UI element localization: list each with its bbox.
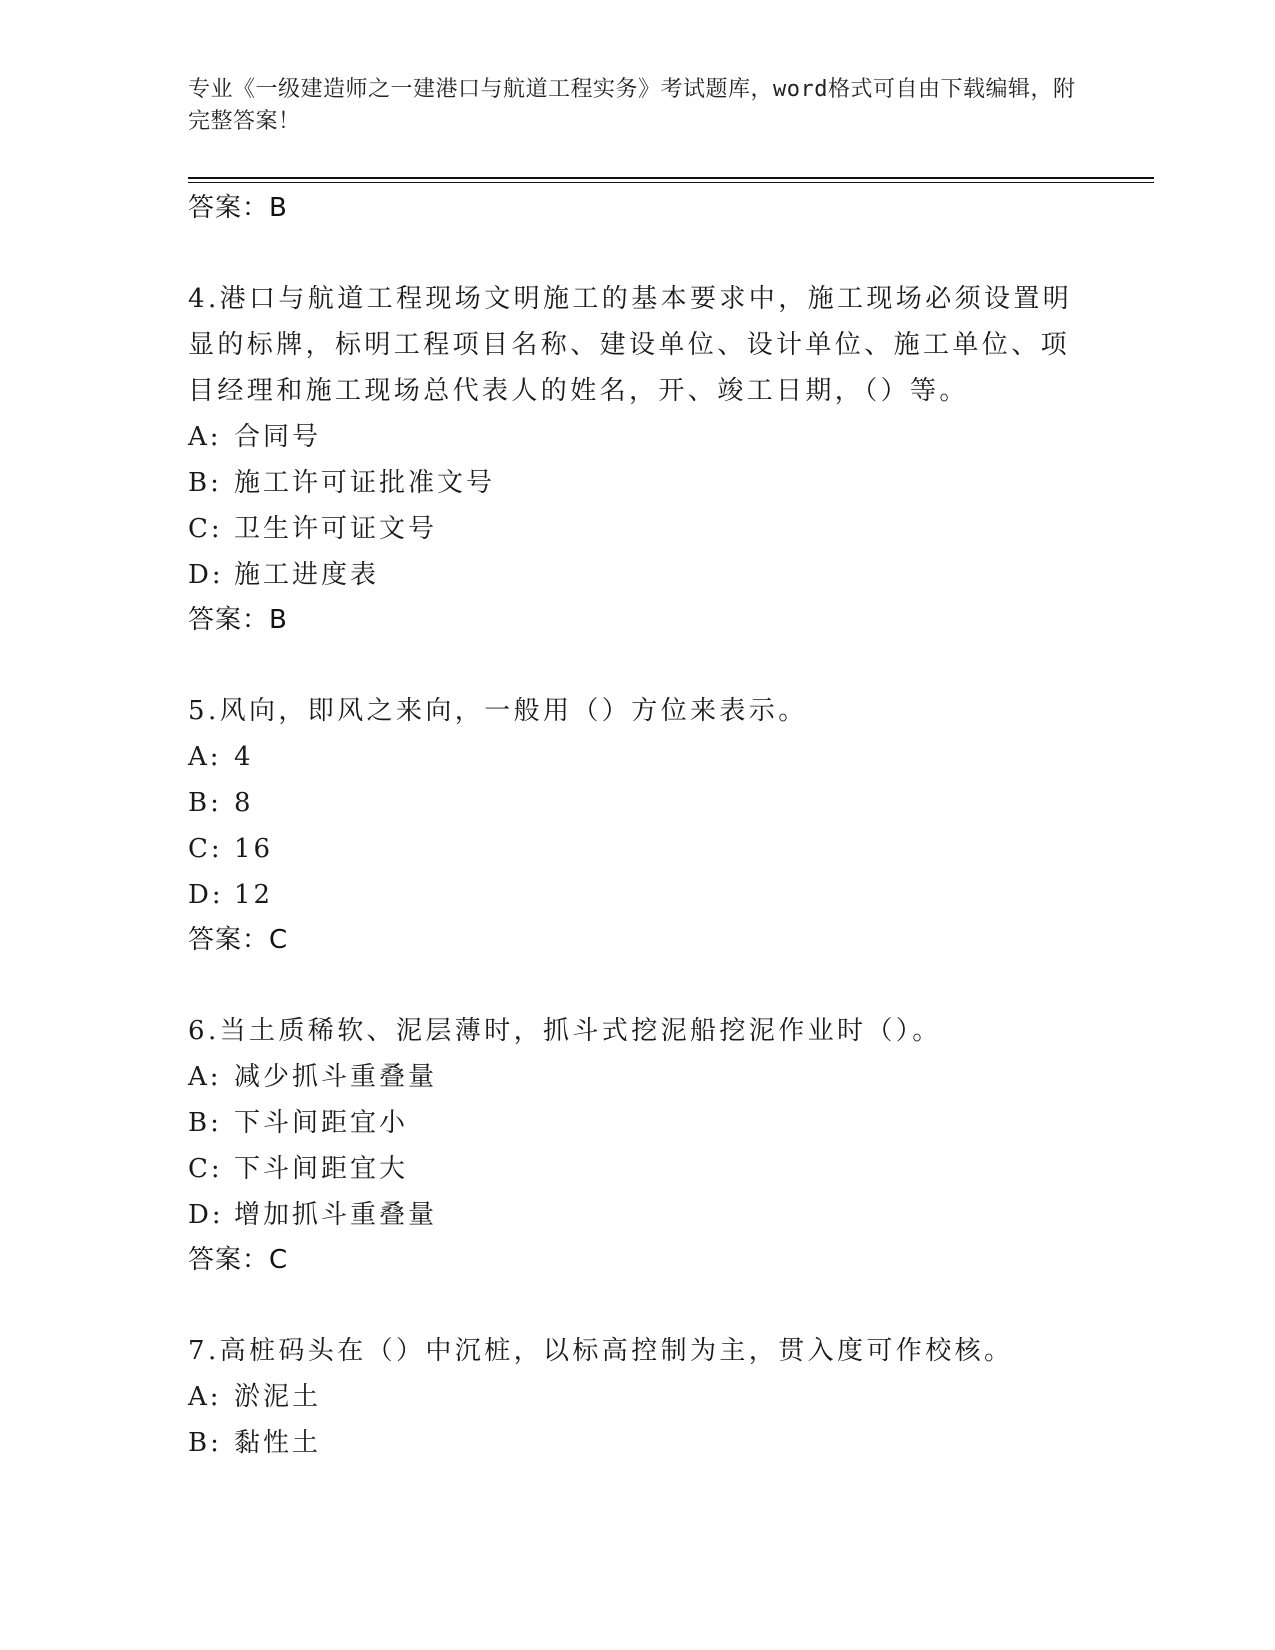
option-c xyxy=(188,826,1088,872)
option-key: B: xyxy=(188,468,222,498)
option-key: D: xyxy=(188,560,224,590)
option-key: A: xyxy=(188,422,222,452)
option-text: 黏性土 xyxy=(234,1428,322,1458)
option-a xyxy=(188,414,1088,460)
option-c xyxy=(188,506,1088,552)
option-key: D: xyxy=(188,880,224,910)
option-key: D: xyxy=(188,1200,224,1230)
option-text: 施工许可证批准文号 xyxy=(234,468,496,498)
question-stem: 4.港口与航道工程现场文明施工的基本要求中，施工现场必须设置明显的标牌，标明工程项目名称、建设单位、设计单位、施工单位、项目经理和施工现场总代表人的姓名，开、竣工日期，（）等。 xyxy=(188,284,1073,406)
answer-line: 答案：B xyxy=(188,605,288,635)
question-stem: 7.高桩码头在（）中沉桩，以标高控制为主，贯入度可作校核。 xyxy=(188,1336,1014,1366)
option-b xyxy=(188,1100,1088,1146)
option-key: A: xyxy=(188,1062,222,1092)
answer-line: 答案：B xyxy=(188,193,288,223)
answer-line: 答案：C xyxy=(188,925,289,955)
header-divider-thin xyxy=(188,182,1154,183)
question-stem: 6.当土质稀软、泥层薄时，抓斗式挖泥船挖泥作业时（）。 xyxy=(188,1016,942,1046)
question-item xyxy=(188,276,1088,642)
option-text: 合同号 xyxy=(234,422,322,452)
option-a xyxy=(188,734,1088,780)
option-key: B: xyxy=(188,1428,222,1458)
option-d xyxy=(188,1192,1088,1238)
option-text: 卫生许可证文号 xyxy=(234,514,438,544)
option-key: A: xyxy=(188,1382,222,1412)
option-d xyxy=(188,872,1088,918)
option-c xyxy=(188,1146,1088,1192)
question-item xyxy=(188,688,1088,962)
option-text: 4 xyxy=(234,742,254,772)
page-header: 专业《一级建造师之一建港口与航道工程实务》考试题库，word格式可自由下载编辑，附完整答案！ xyxy=(188,77,1076,134)
option-key: A: xyxy=(188,742,222,772)
header-divider-thick xyxy=(188,177,1154,179)
option-text: 施工进度表 xyxy=(234,560,380,590)
option-b xyxy=(188,1420,1088,1466)
option-key: C: xyxy=(188,514,223,544)
option-key: C: xyxy=(188,834,223,864)
question-item xyxy=(188,1008,1088,1282)
answer-line: 答案：C xyxy=(188,1245,289,1275)
question-stem: 5.风向，即风之来向，一般用（）方位来表示。 xyxy=(188,696,808,726)
option-key: C: xyxy=(188,1154,223,1184)
question-list xyxy=(188,186,1088,1466)
option-text: 8 xyxy=(234,788,254,818)
option-d xyxy=(188,552,1088,598)
option-key: B: xyxy=(188,788,222,818)
option-a xyxy=(188,1374,1088,1420)
option-text: 下斗间距宜小 xyxy=(234,1108,409,1138)
option-text: 淤泥土 xyxy=(234,1382,322,1412)
option-text: 增加抓斗重叠量 xyxy=(234,1200,438,1230)
option-text: 12 xyxy=(234,880,274,910)
option-text: 16 xyxy=(234,834,274,864)
option-b xyxy=(188,780,1088,826)
option-text: 下斗间距宜大 xyxy=(234,1154,409,1184)
question-item xyxy=(188,1328,1088,1466)
option-b xyxy=(188,460,1088,506)
option-a xyxy=(188,1054,1088,1100)
option-key: B: xyxy=(188,1108,222,1138)
option-text: 减少抓斗重叠量 xyxy=(234,1062,438,1092)
